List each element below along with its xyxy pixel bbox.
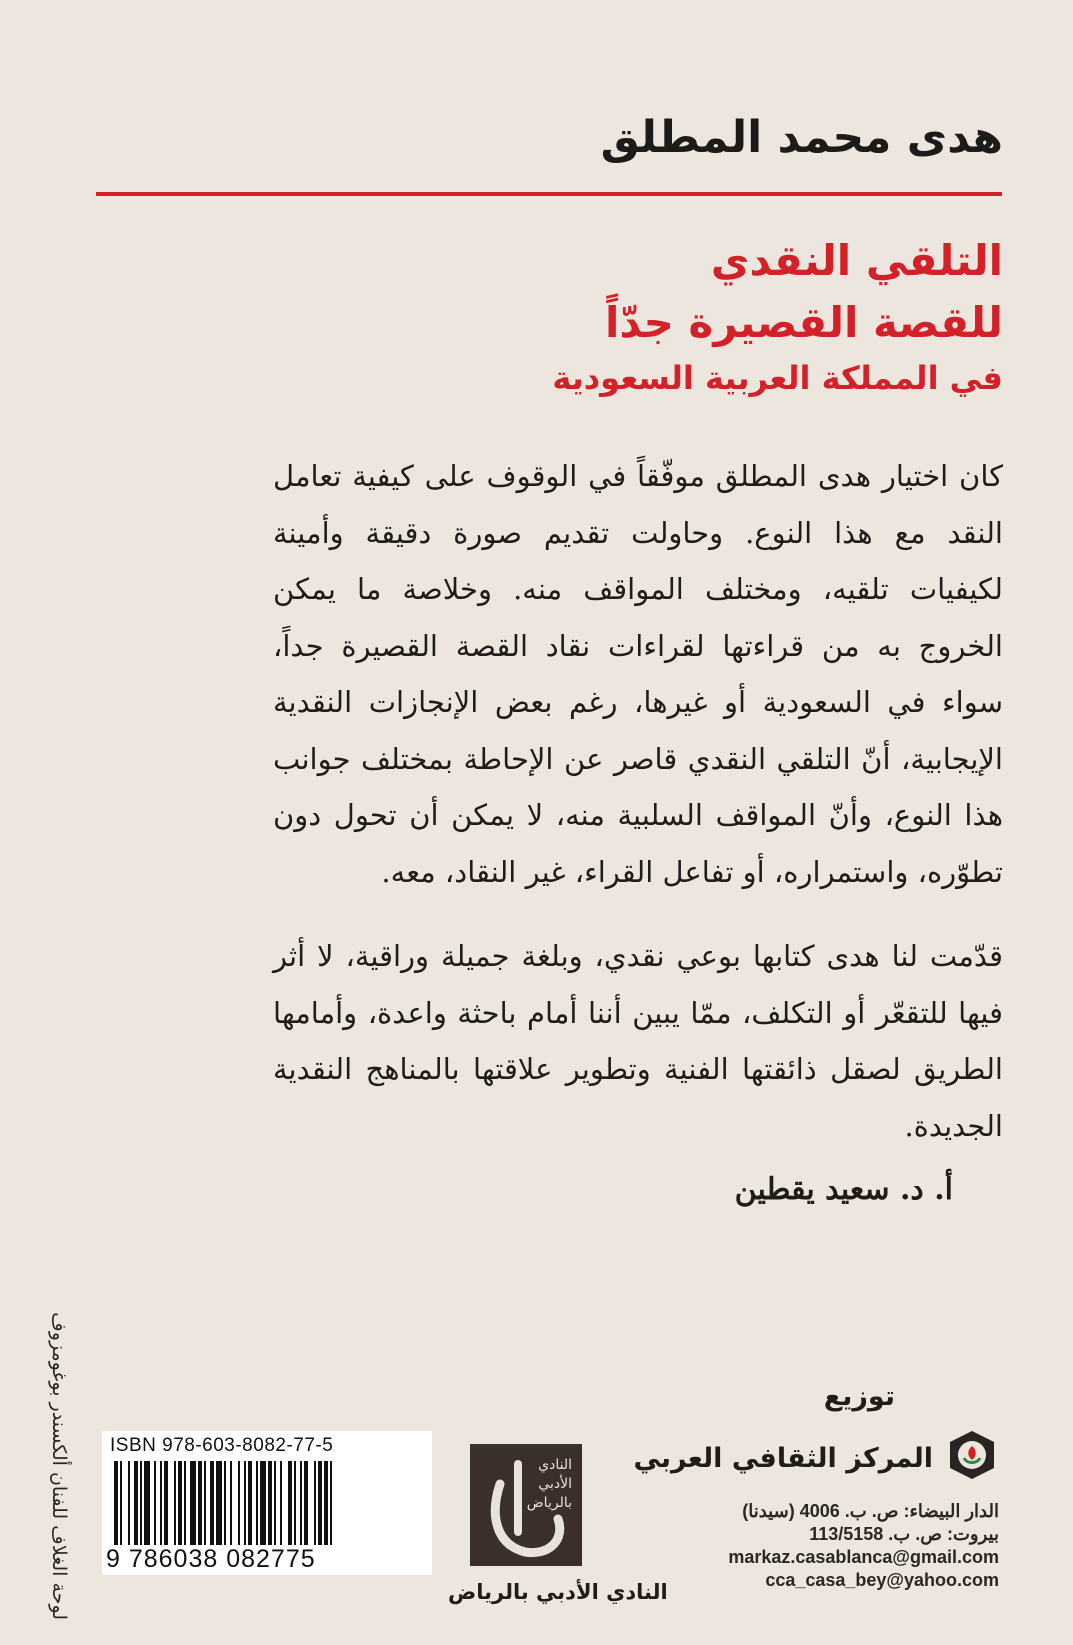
title-line-1: التلقي النقدي [710,236,1003,285]
address-beirut: بيروت: ص. ب. 113/5158 [809,1524,999,1544]
literary-club-caption: النادي الأدبي بالرياض [448,1580,668,1604]
barcode-icon [112,1461,426,1545]
author-name: هدى محمد المطلق [600,112,1003,163]
calligraphy-icon [470,1444,582,1566]
address-casablanca: الدار البيضاء: ص. ب. 4006 (سيدنا) [742,1501,999,1521]
publisher-contact [728,1500,999,1592]
blurb [273,448,1003,1154]
publisher-logo-icon [945,1428,999,1482]
publisher-name: المركز الثقافي العربي [633,1443,933,1474]
isbn-barcode [102,1431,432,1575]
literary-club-logo-text: النادي الأدبي بالرياض [526,1457,572,1511]
title-line-2: للقصة القصيرة جدّاً [604,298,1003,347]
isbn-label: ISBN 978-603-8082-77-5 [110,1435,334,1456]
title-line-3: في المملكة العربية السعودية [552,359,1003,397]
distribution-label: توزيع [823,1381,895,1412]
literary-club-logo [470,1444,582,1566]
email-2: cca_casa_bey@yahoo.com [765,1570,999,1590]
barcode-digits: 9 786038 082775 [106,1545,316,1573]
cover-art-credit: لوحة الغلاف للفنان ألكسندر بوغومزوف [48,1312,70,1620]
red-divider [96,192,1002,196]
book-title [552,230,1003,402]
blurb-paragraph-1: كان اختيار هدى المطلق موفّقاً في الوقوف على كيفية تعامل النقد مع هذا النوع. وحاولت تقديم صورة دقيقة وأمينة لكيفيات تلقيه، ومختلف المواقف منه. وخلاصة ما يمكن الخروج به من قراءتها لقراءات نقاد القصة القصيرة جداً، سواء في السعودية أو غيرها، رغم بعض الإنجازات النقدية الإيجابية، أنّ التلقي النقدي قاصر عن الإحاطة بمختلف جوانب هذا النوع، وأنّ المواقف السلبية منه، لا يمكن أن تحول دون تطوّره، واستمراره، أو تفاعل القراء، غير النقاد، معه. [273,459,1003,889]
blurb-paragraph-2: قدّمت لنا هدى كتابها بوعي نقدي، وبلغة جميلة وراقية، لا أثر فيها للتقعّر أو التكلف، ممّا يبين أننا أمام باحثة واعدة، وأمامها الطريق لصقل ذائقتها الفنية وتطوير علاقتها بالمناهج النقدية الجديدة. [273,939,1003,1143]
email-1: markaz.casablanca@gmail.com [728,1547,999,1567]
blurb-signature: أ. د. سعيد يقطين [734,1172,953,1207]
